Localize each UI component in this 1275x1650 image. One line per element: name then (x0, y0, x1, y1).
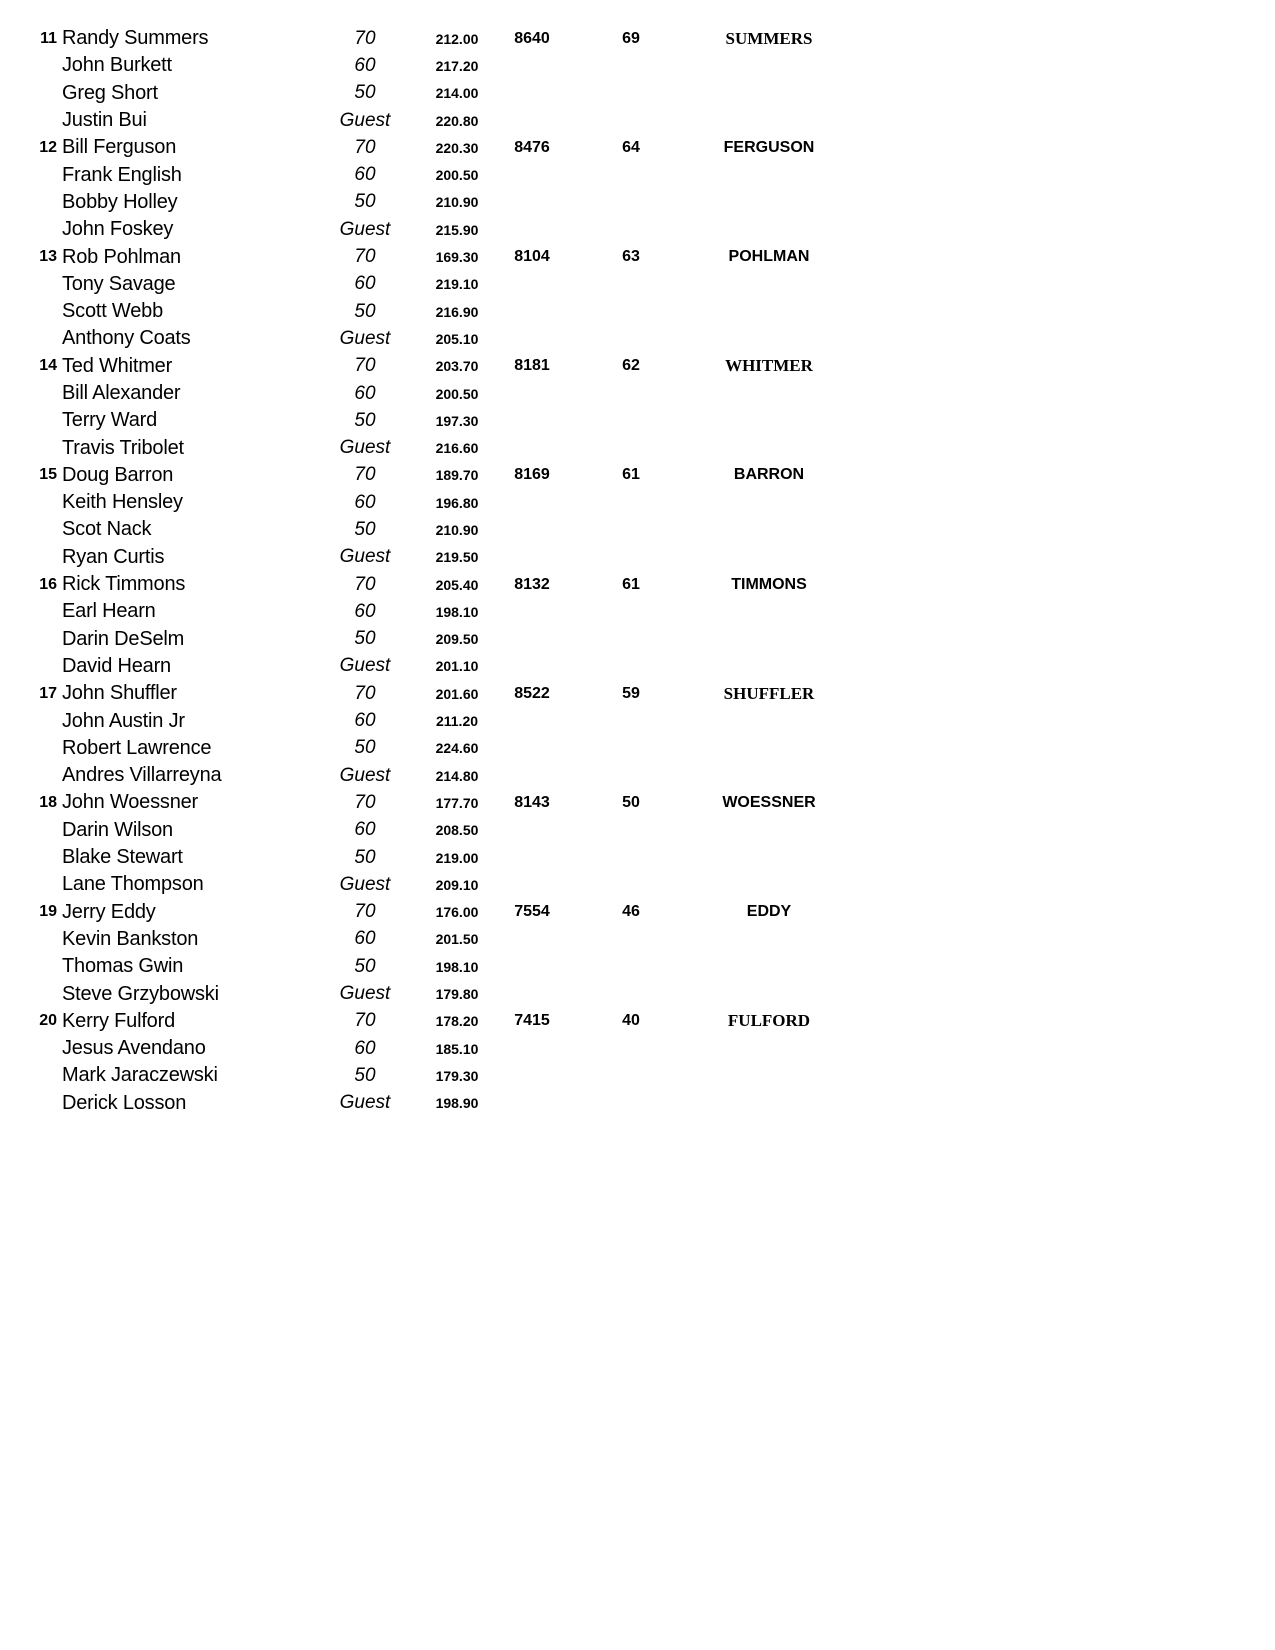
player-row (0, 325, 900, 352)
player-row (0, 926, 900, 953)
team-header-row (0, 1008, 900, 1035)
player-average: 198.90 (435, 1095, 479, 1112)
player-name: Earl Hearn (62, 600, 156, 623)
player-average: 217.20 (435, 57, 479, 74)
team-name: WHITMER (725, 356, 813, 376)
player-name: Frank English (62, 163, 182, 186)
player-row (0, 544, 900, 571)
handicap-label: 70 (354, 1010, 376, 1032)
player-name: Tony Savage (62, 272, 176, 295)
handicap-label: 50 (354, 628, 376, 650)
team-header-row (0, 134, 900, 161)
player-average: 176.00 (435, 904, 479, 921)
team-number: 18 (39, 793, 57, 811)
team-block (0, 571, 900, 680)
handicap-label: 60 (354, 164, 376, 186)
team-name: BARRON (733, 466, 805, 484)
handicap-label: 50 (354, 300, 376, 322)
player-row (0, 626, 900, 653)
player-row (0, 298, 900, 325)
player-average: 198.10 (435, 958, 479, 975)
player-average: 216.90 (435, 303, 479, 320)
handicap-label: 60 (354, 819, 376, 841)
player-name: Bill Ferguson (62, 136, 177, 159)
team-name: FERGUSON (723, 138, 815, 156)
handicap-label: 60 (354, 710, 376, 732)
team-total-pins: 7415 (514, 1012, 550, 1030)
handicap-label: 70 (354, 136, 376, 158)
player-name: Steve Grzybowski (62, 982, 219, 1005)
team-name: SUMMERS (725, 28, 813, 48)
player-name: Darin DeSelm (62, 627, 185, 650)
player-average: 211.20 (435, 713, 479, 730)
handicap-label: Guest (339, 218, 391, 240)
player-name: David Hearn (62, 654, 171, 677)
team-points: 69 (622, 29, 640, 47)
player-name: Lane Thompson (62, 873, 204, 896)
player-row (0, 189, 900, 216)
team-header-row (0, 571, 900, 598)
team-points: 40 (622, 1012, 640, 1030)
player-average: 209.50 (435, 631, 479, 648)
handicap-label: 60 (354, 928, 376, 950)
team-points: 62 (622, 357, 640, 375)
handicap-label: 70 (354, 27, 376, 49)
player-name: Mark Jaraczewski (62, 1064, 218, 1087)
player-average: 198.10 (435, 603, 479, 620)
player-row (0, 598, 900, 625)
team-number: 16 (39, 575, 57, 593)
team-number: 20 (39, 1012, 57, 1030)
player-name: Andres Villarreyna (62, 764, 222, 787)
player-average: 201.60 (435, 685, 479, 702)
handicap-label: 50 (354, 737, 376, 759)
player-row (0, 380, 900, 407)
player-name: Greg Short (62, 81, 158, 104)
handicap-label: 70 (354, 682, 376, 704)
player-row (0, 80, 900, 107)
player-row (0, 953, 900, 980)
player-average: 210.90 (435, 521, 479, 538)
player-average: 208.50 (435, 822, 479, 839)
team-block (0, 789, 900, 898)
team-block (0, 134, 900, 243)
player-name: John Foskey (62, 218, 174, 241)
team-points: 61 (622, 575, 640, 593)
team-block (0, 25, 900, 134)
player-name: Kevin Bankston (62, 927, 199, 950)
team-header-row (0, 353, 900, 380)
player-name: Randy Summers (62, 27, 209, 50)
team-block (0, 899, 900, 1008)
player-row (0, 434, 900, 461)
handicap-label: 50 (354, 955, 376, 977)
player-average: 185.10 (435, 1040, 479, 1057)
handicap-label: 50 (354, 191, 376, 213)
player-row (0, 489, 900, 516)
player-average: 209.10 (435, 876, 479, 893)
team-points: 59 (622, 684, 640, 702)
player-name: Thomas Gwin (62, 955, 184, 978)
handicap-label: 70 (354, 791, 376, 813)
team-total-pins: 8132 (514, 575, 550, 593)
player-row (0, 1090, 900, 1117)
handicap-label: 60 (354, 1037, 376, 1059)
team-number: 13 (39, 248, 57, 266)
handicap-label: 60 (354, 273, 376, 295)
player-average: 200.50 (435, 385, 479, 402)
handicap-label: Guest (339, 327, 391, 349)
player-average: 178.20 (435, 1013, 479, 1030)
handicap-label: Guest (339, 873, 391, 895)
player-average: 205.10 (435, 330, 479, 347)
team-header-row (0, 789, 900, 816)
team-number: 11 (40, 29, 57, 47)
handicap-label: 50 (354, 846, 376, 868)
handicap-label: 50 (354, 1064, 376, 1086)
team-name: SHUFFLER (723, 683, 815, 703)
team-total-pins: 8169 (514, 466, 550, 484)
team-total-pins: 7554 (514, 903, 550, 921)
player-average: 201.50 (435, 931, 479, 948)
team-number: 14 (39, 357, 57, 375)
team-points: 46 (622, 903, 640, 921)
player-row (0, 653, 900, 680)
handicap-label: 50 (354, 82, 376, 104)
player-name: Darin Wilson (62, 818, 173, 841)
team-block (0, 243, 900, 352)
team-header-row (0, 899, 900, 926)
player-average: 189.70 (435, 467, 479, 484)
team-block (0, 1008, 900, 1117)
team-number: 17 (39, 684, 57, 702)
player-average: 215.90 (435, 221, 479, 238)
player-row (0, 161, 900, 188)
team-total-pins: 8181 (514, 357, 550, 375)
player-name: John Burkett (62, 54, 172, 77)
player-average: 197.30 (435, 412, 479, 429)
player-name: Robert Lawrence (62, 736, 212, 759)
player-name: Doug Barron (62, 463, 174, 486)
team-block (0, 353, 900, 462)
handicap-label: 50 (354, 409, 376, 431)
player-name: Scot Nack (62, 518, 152, 541)
team-number: 12 (39, 138, 57, 156)
player-average: 219.00 (435, 849, 479, 866)
player-name: John Austin Jr (62, 709, 185, 732)
player-average: 219.10 (435, 276, 479, 293)
handicap-label: 70 (354, 901, 376, 923)
handicap-label: Guest (339, 1092, 391, 1114)
standings-sheet (0, 25, 900, 1117)
player-average: 214.80 (435, 767, 479, 784)
player-row (0, 735, 900, 762)
player-average: 210.90 (435, 194, 479, 211)
handicap-label: 70 (354, 355, 376, 377)
handicap-label: 60 (354, 600, 376, 622)
handicap-label: 60 (354, 54, 376, 76)
player-name: Travis Tribolet (62, 436, 184, 459)
team-header-row (0, 25, 900, 52)
player-row (0, 1035, 900, 1062)
player-row (0, 1062, 900, 1089)
team-name: WOESSNER (722, 793, 816, 811)
handicap-label: 70 (354, 246, 376, 268)
team-block (0, 462, 900, 571)
player-average: 205.40 (435, 576, 479, 593)
player-name: Kerry Fulford (62, 1009, 175, 1032)
player-row (0, 762, 900, 789)
handicap-label: Guest (339, 546, 391, 568)
player-name: Keith Hensley (62, 491, 183, 514)
player-average: 216.60 (435, 440, 479, 457)
player-row (0, 407, 900, 434)
team-header-row (0, 243, 900, 270)
player-name: John Woessner (62, 791, 198, 814)
handicap-label: 50 (354, 518, 376, 540)
player-name: Rick Timmons (62, 573, 186, 596)
player-row (0, 516, 900, 543)
player-average: 179.30 (435, 1067, 479, 1084)
handicap-label: Guest (339, 437, 391, 459)
team-total-pins: 8640 (514, 29, 550, 47)
player-average: 196.80 (435, 494, 479, 511)
player-average: 219.50 (435, 549, 479, 566)
player-average: 220.30 (435, 139, 479, 156)
handicap-label: 60 (354, 382, 376, 404)
team-header-row (0, 462, 900, 489)
team-number: 15 (39, 466, 57, 484)
team-name: TIMMONS (731, 575, 807, 593)
player-row (0, 216, 900, 243)
player-name: Terry Ward (62, 409, 158, 432)
player-name: Ted Whitmer (62, 354, 173, 377)
player-name: Anthony Coats (62, 327, 191, 350)
team-total-pins: 8104 (514, 248, 550, 266)
team-points: 61 (622, 466, 640, 484)
team-points: 50 (622, 793, 640, 811)
handicap-label: 60 (354, 491, 376, 513)
player-name: Jerry Eddy (62, 900, 156, 923)
player-average: 214.00 (435, 85, 479, 102)
team-block (0, 680, 900, 789)
player-row (0, 107, 900, 134)
team-total-pins: 8476 (514, 138, 550, 156)
player-name: Justin Bui (62, 109, 147, 132)
team-points: 64 (622, 138, 640, 156)
player-average: 200.50 (435, 167, 479, 184)
player-name: Scott Webb (62, 300, 164, 323)
team-total-pins: 8522 (514, 684, 550, 702)
handicap-label: Guest (339, 764, 391, 786)
player-average: 212.00 (435, 30, 479, 47)
team-header-row (0, 680, 900, 707)
player-row (0, 844, 900, 871)
player-name: John Shuffler (62, 682, 177, 705)
player-average: 177.70 (435, 794, 479, 811)
player-average: 201.10 (435, 658, 479, 675)
team-points: 63 (622, 248, 640, 266)
player-name: Bobby Holley (62, 190, 178, 213)
handicap-label: Guest (339, 655, 391, 677)
player-average: 220.80 (435, 112, 479, 129)
player-row (0, 52, 900, 79)
player-average: 169.30 (435, 249, 479, 266)
player-row (0, 871, 900, 898)
player-average: 224.60 (435, 740, 479, 757)
team-total-pins: 8143 (514, 793, 550, 811)
player-name: Derick Losson (62, 1091, 187, 1114)
player-row (0, 707, 900, 734)
team-name: EDDY (746, 903, 792, 921)
team-number: 19 (39, 903, 57, 921)
player-name: Rob Pohlman (62, 245, 181, 268)
handicap-label: 70 (354, 464, 376, 486)
handicap-label: Guest (339, 109, 391, 131)
player-name: Jesus Avendano (62, 1037, 206, 1060)
handicap-label: Guest (339, 983, 391, 1005)
player-row (0, 817, 900, 844)
player-name: Blake Stewart (62, 846, 183, 869)
player-average: 203.70 (435, 358, 479, 375)
player-row (0, 271, 900, 298)
team-name: POHLMAN (728, 248, 810, 266)
player-average: 179.80 (435, 986, 479, 1003)
player-name: Ryan Curtis (62, 545, 165, 568)
team-name: FULFORD (727, 1011, 811, 1031)
player-name: Bill Alexander (62, 382, 181, 404)
player-row (0, 980, 900, 1007)
handicap-label: 70 (354, 573, 376, 595)
standings-table (0, 25, 900, 1117)
